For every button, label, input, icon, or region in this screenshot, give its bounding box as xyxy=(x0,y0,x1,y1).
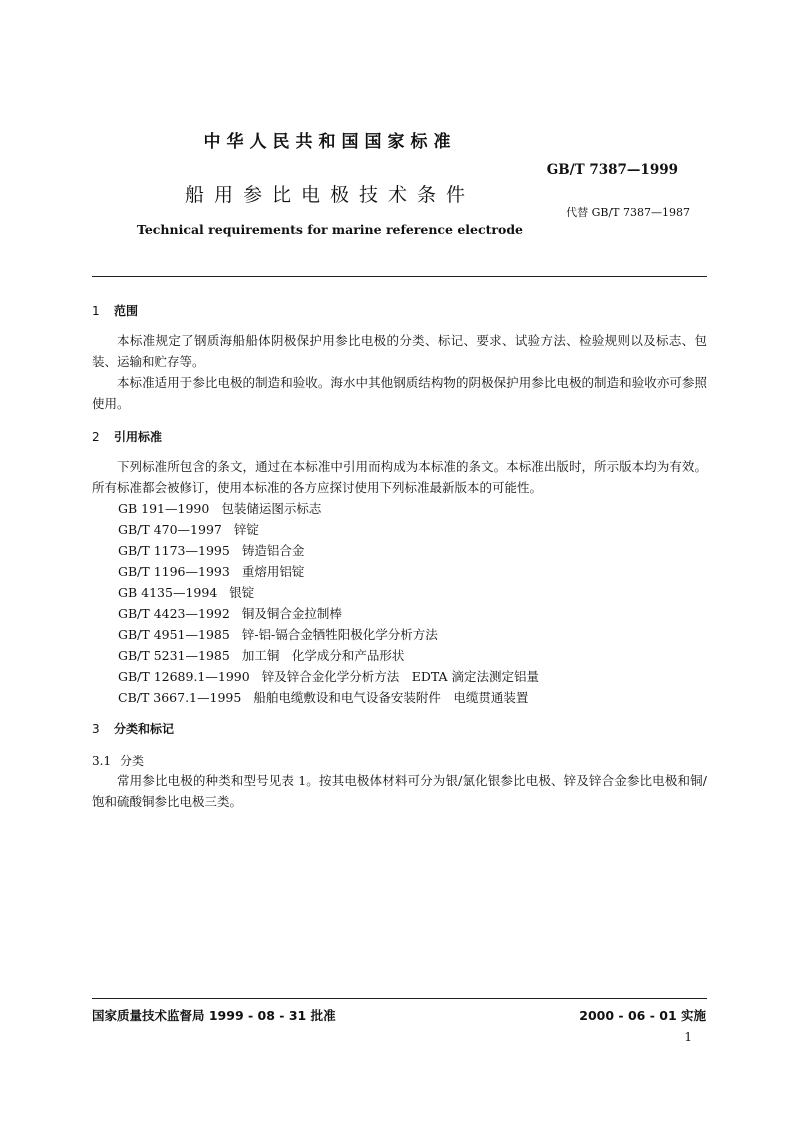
reference-title: 锌及锌合金化学分析方法 EDTA 滴定法测定铝量 xyxy=(261,669,540,684)
header-divider xyxy=(92,276,707,277)
reference-item xyxy=(118,645,539,666)
scope-paragraph-1: 本标准规定了钢质海船船体阴极保护用参比电极的分类、标记、要求、试验方法、检验规则以及标志、包装、运输和贮存等。 xyxy=(92,333,707,369)
references-intro: 下列标准所包含的条文，通过在本标准中引用而构成为本标准的条文。本标准出版时，所示版本均为有效。所有标准都会被修订，使用本标准的各方应探讨使用下列标准最新版本的可能性。 xyxy=(92,459,707,495)
footer-divider xyxy=(92,998,707,999)
reference-code: GB/T 4423—1992 xyxy=(118,606,230,621)
reference-item xyxy=(118,582,539,603)
reference-title: 铸造铝合金 xyxy=(241,543,305,558)
reference-title: 船舶电缆敷设和电气设备安装附件 电缆贯通装置 xyxy=(253,690,529,705)
reference-title: 加工铜 化学成分和产品形状 xyxy=(241,648,405,663)
reference-code: GB 191—1990 xyxy=(118,501,210,516)
reference-code: GB/T 5231—1985 xyxy=(118,648,230,663)
section-number: 3 xyxy=(92,722,100,736)
english-title: Technical requirements for marine reference electrode xyxy=(136,222,524,237)
section-number: 1 xyxy=(92,304,100,318)
page-number: 1 xyxy=(684,1030,692,1044)
section-title: 分类和标记 xyxy=(114,722,175,736)
reference-item xyxy=(118,561,539,582)
reference-item xyxy=(118,519,539,540)
subsection-title: 分类 xyxy=(120,754,145,768)
reference-title: 银锭 xyxy=(229,585,255,600)
section-title: 引用标准 xyxy=(114,430,163,444)
reference-code: GB/T 470—1997 xyxy=(118,522,222,537)
classification-paragraph: 常用参比电极的种类和型号见表 1。按其电极体材料可分为银/氯化银参比电极、锌及锌合金参比电极和铜/饱和硫酸铜参比电极三类。 xyxy=(92,773,707,809)
implementation-date: 2000 - 06 - 01 实施 xyxy=(579,1008,706,1023)
section-heading-scope xyxy=(92,302,138,319)
subsection-number: 3.1 xyxy=(92,754,112,768)
reference-code: GB/T 4951—1985 xyxy=(118,627,230,642)
reference-item xyxy=(118,624,539,645)
section-number: 2 xyxy=(92,430,100,444)
approval-note: 国家质量技术监督局 1999 - 08 - 31 批准 xyxy=(92,1008,336,1023)
reference-code: GB/T 1196—1993 xyxy=(118,564,230,579)
reference-code: CB/T 3667.1—1995 xyxy=(118,690,242,705)
reference-item xyxy=(118,540,539,561)
reference-title: 重熔用铝锭 xyxy=(241,564,305,579)
reference-code: GB/T 1173—1995 xyxy=(118,543,230,558)
document-title: 船用参比电极技术条件 xyxy=(184,184,475,206)
scope-paragraph-2: 本标准适用于参比电极的制造和验收。海水中其他钢质结构物的阴极保护用参比电极的制造和验收亦可参照使用。 xyxy=(92,375,707,411)
reference-title: 铜及铜合金拉制棒 xyxy=(241,606,342,621)
reference-item xyxy=(118,498,539,519)
reference-title: 包装储运图示标志 xyxy=(221,501,322,516)
standard-title: 中华人民共和国国家标准 xyxy=(203,132,457,152)
reference-code: GB/T 12689.1—1990 xyxy=(118,669,250,684)
reference-title: 锌锭 xyxy=(233,522,259,537)
subsection-heading-classification xyxy=(92,752,144,769)
replaces-note: 代替 GB/T 7387—1987 xyxy=(566,206,690,219)
standard-number: GB/T 7387—1999 xyxy=(546,162,678,178)
reference-list xyxy=(118,498,539,708)
reference-item xyxy=(118,687,539,708)
section-title: 范围 xyxy=(114,304,139,318)
section-heading-references xyxy=(92,428,162,445)
reference-item xyxy=(118,603,539,624)
section-heading-classification xyxy=(92,720,174,737)
reference-code: GB 4135—1994 xyxy=(118,585,218,600)
reference-title: 锌-铝-镉合金牺牲阳极化学分析方法 xyxy=(241,627,438,642)
reference-item xyxy=(118,666,539,687)
